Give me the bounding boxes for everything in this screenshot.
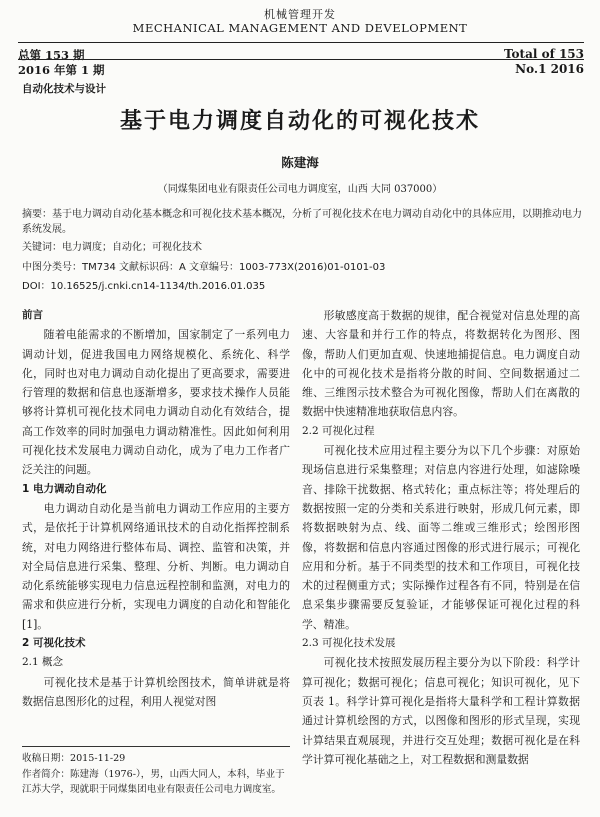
section-2-1-continued: 形敏感度高于数据的规律，配合视觉对信息处理的高速、大容量和并行工作的特点，将数据转化为图形、图像，帮助人们更加直观、快速地捕捉信息。电力调度自动化中的可视化技术是指将分散的时间、空间数据通过二维、三维图示技术整合为可视化图像，帮助人们在离散的数据中快速精准地获取信息内容。 [302, 309, 580, 419]
author-name: 陈建海 [281, 155, 319, 170]
section-2-3-heading: 2.3 可视化技术发展 [302, 637, 396, 650]
header-rule-top [18, 42, 584, 43]
abstract: 摘要：基于电力调动自动化基本概念和可视化技术基本概况，分析了可视化技术在电力调动自动化中的具体应用，以期推动电力系统发展。 [22, 209, 582, 235]
header-rule-bottom [18, 59, 584, 60]
right-column [302, 306, 580, 769]
section-2-heading: 2 可视化技术 [22, 637, 86, 650]
preface-paragraph: 随着电能需求的不断增加，国家制定了一系列电力调动计划，促进我国电力网络规模化、系统化、科学化，同时也对电力调动自动化提出了更高要求，需要进行管理的数据和信息也逐渐增多，要求技术操作人员能够将计算机可视化技术同电力调动自动化有效结合，提高工作效率的同时加强电力调动精准性。因此如何利用可视化技术发展电力调动自动化，成为了电力工作者广泛关注的问题。 [22, 328, 290, 477]
doi-line: DOI：10.16525/j.cnki.cn14-1134/th.2016.01.035 [22, 281, 266, 292]
section-2-3-paragraph: 可视化技术按照发展历程主要分为以下阶段：科学计算可视化；数据可视化；信息可视化；知识可视化，见下页表 1。科学计算可视化是指将大量科学和工程计算数据通过计算机绘图的方式，以图像和图形的形式呈现，实现计算结果直观展现，并进行交互处理；数据可视化是在科学计算可视化基础之上，对工程数据和测量数据 [302, 656, 580, 766]
article-title: 基于电力调度自动化的可视化技术 [119, 109, 480, 134]
keywords: 关键词：电力调度；自动化；可视化技术 [22, 242, 202, 253]
received-date: 收稿日期：2015-11-29 [22, 753, 126, 764]
section-1-paragraph: 电力调动自动化是当前电力调动工作应用的主要方式，是依托于计算机网络通讯技术的自动化指挥控制系统，对电力网络进行整体布局、调控、监管和决策，并对全局信息进行采集、整理、分析、判断。电力调动自动化系统能够实现电力信息远程控制和监测，对电力的需求和供应进行分析，实现电力调度的自动化和智能化[1]。 [22, 501, 290, 631]
footnote-rule [22, 746, 290, 747]
section-2-2-paragraph: 可视化技术应用过程主要分为以下几个步骤：对原始现场信息进行采集整理；对信息内容进行处理，如滤除噪音、排除干扰数据、格式转化；重点标注等；将处理后的数据按照一定的分类和关系进行映射，形成几何元素，即将数据映射为点、线、面等二维或三维形式；绘图形图像，将数据和信息内容通过图像的形式进行展示；可视化应用和分析。基于不同类型的技术和工作项目，可视化技术的过程侧重方式；实际操作过程各有不同，特别是在信息采集步骤需要反复验证，才能够保证可视化过程的科学、精准。 [302, 444, 580, 631]
total-issue-right: Total of 153 [503, 47, 584, 61]
section-2-1-paragraph: 可视化技术是基于计算机绘图技术，简单讲就是将数据信息图形化的过程，利用人视觉对图 [22, 675, 290, 708]
journal-name-en: MECHANICAL MANAGEMENT AND DEVELOPMENT [132, 21, 468, 35]
issue-left: 2016 年第 1 期 [18, 63, 105, 77]
preface-heading: 前言 [22, 309, 43, 321]
section-1-heading: 1 电力调动自动化 [22, 482, 107, 495]
section-2-2-heading: 2.2 可视化过程 [302, 424, 375, 437]
section-tag: 自动化技术与设计 [22, 83, 106, 95]
author-bio: 作者简介：陈建海（1976-），男，山西大同人，本科，毕业于江苏大学，现就职于同煤集团电业有限责任公司电力调度室。 [22, 768, 285, 795]
left-column [22, 306, 290, 711]
section-2-1-heading: 2.1 概念 [22, 656, 64, 669]
author-affiliation: （同煤集团电业有限责任公司电力调度室，山西 大同 037000） [157, 184, 443, 195]
classification-line: 中图分类号：TM734 文献标识码：A 文章编号：1003-773X(2016)01-0101-03 [22, 262, 386, 273]
total-issue-left: 总第 153 期 [18, 48, 85, 62]
footnote [22, 751, 290, 798]
issue-right: No.1 2016 [515, 62, 584, 76]
journal-name-cn: 机械管理开发 [264, 8, 336, 21]
